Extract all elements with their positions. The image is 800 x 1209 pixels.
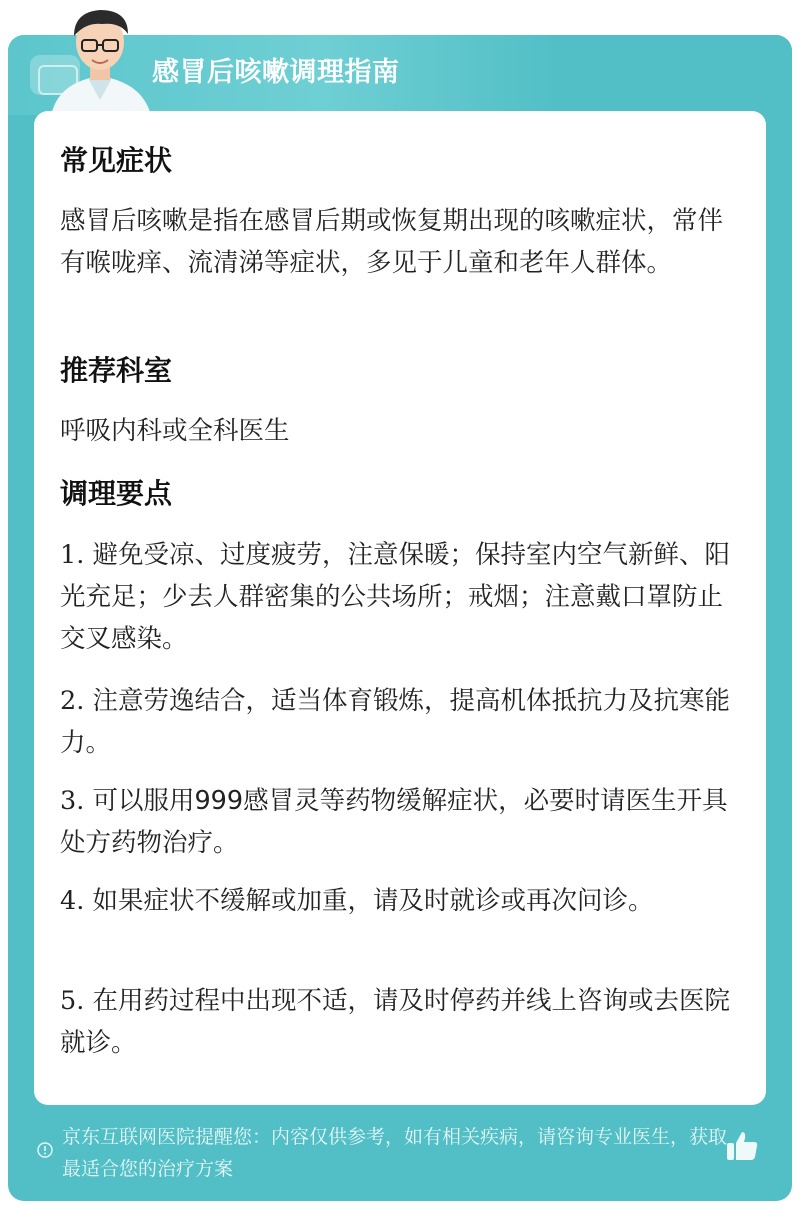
care-point-text: 如果症状不缓解或加重，请及时就诊或再次问诊。 bbox=[92, 886, 654, 916]
care-point-number: 5. bbox=[60, 986, 85, 1016]
section-title-department: 推荐科室 bbox=[60, 354, 173, 387]
content-panel bbox=[34, 111, 766, 1105]
section-title-care-points: 调理要点 bbox=[60, 477, 173, 510]
care-point-text: 在用药过程中出现不适，请及时停药并线上咨询或去医院就诊。 bbox=[60, 986, 730, 1058]
care-point-text: 注意劳逸结合，适当体育锻炼，提高机体抵抗力及抗寒能力。 bbox=[60, 686, 730, 758]
care-point-item bbox=[60, 980, 744, 1064]
section-title-symptoms: 常见症状 bbox=[60, 144, 173, 177]
care-point-number: 1. bbox=[60, 540, 85, 570]
care-point-text: 可以服用999感冒灵等药物缓解症状，必要时请医生开具处方药物治疗。 bbox=[60, 786, 728, 858]
footer-notice: 京东互联网医院提醒您：内容仅供参考，如有相关疾病，请咨询专业医生，获取最适合您的治疗方案 bbox=[62, 1126, 728, 1180]
department-text: 呼吸内科或全科医生 bbox=[60, 416, 290, 446]
info-icon bbox=[37, 1142, 53, 1158]
page-title: 感冒后咳嗽调理指南 bbox=[152, 57, 400, 88]
doctor-avatar bbox=[40, 0, 160, 112]
care-point-item bbox=[60, 780, 744, 864]
care-point-item bbox=[60, 880, 744, 922]
symptoms-text: 感冒后咳嗽是指在感冒后期或恢复期出现的咳嗽症状，常伴有喉咙痒、流清涕等症状，多见于儿童和老年人群体。 bbox=[60, 206, 724, 278]
thumbs-up-icon bbox=[724, 1128, 760, 1164]
care-point-number: 2. bbox=[60, 686, 85, 716]
care-point-item bbox=[60, 680, 744, 764]
care-point-text: 避免受凉、过度疲劳，注意保暖；保持室内空气新鲜、阳光充足；少去人群密集的公共场所；戒烟；注意戴口罩防止交叉感染。 bbox=[60, 540, 730, 654]
care-point-number: 4. bbox=[60, 886, 85, 916]
care-point-number: 3. bbox=[60, 786, 85, 816]
care-point-item bbox=[60, 534, 744, 660]
